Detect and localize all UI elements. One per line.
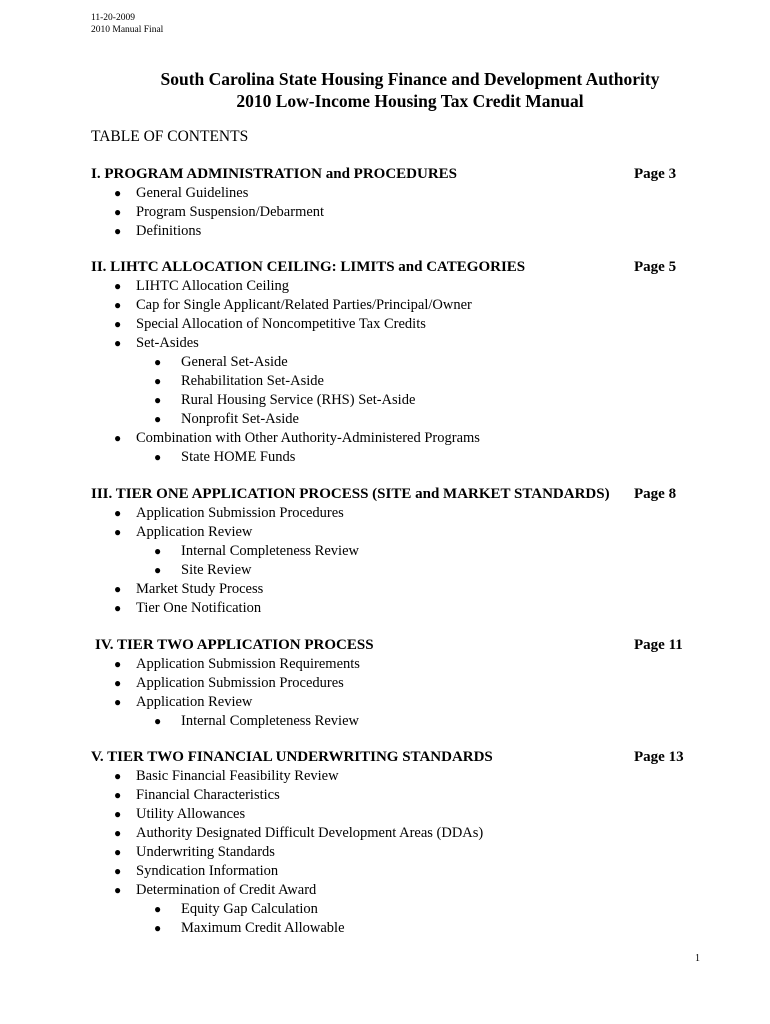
toc-list-item (91, 184, 691, 203)
toc-item-label: Financial Characteristics (136, 787, 280, 803)
toc-item-label: Internal Completeness Review (181, 713, 359, 729)
bullet-icon: ● (154, 563, 162, 577)
toc-list-subitem (91, 353, 691, 372)
bullet-icon: ● (114, 695, 122, 709)
toc-item-label: Application Review (136, 524, 253, 540)
toc-item-label: Application Submission Procedures (136, 675, 344, 691)
toc-item-label: Application Review (136, 694, 253, 710)
toc-list-item (91, 315, 691, 334)
toc-heading: TABLE OF CONTENTS (91, 128, 249, 145)
bullet-icon: ● (114, 205, 122, 219)
toc-item-label: Determination of Credit Award (136, 882, 317, 898)
bullet-icon: ● (114, 864, 122, 878)
bullet-icon: ● (114, 676, 122, 690)
toc-item-label: Set-Asides (136, 335, 199, 351)
toc-list-item (91, 693, 691, 712)
toc-item-label: Equity Gap Calculation (181, 901, 318, 917)
toc-item-list (91, 277, 691, 467)
bullet-icon: ● (154, 412, 162, 426)
document-title-line-1: South Carolina State Housing Finance and Development Authority (160, 69, 660, 89)
toc-list-subitem (91, 561, 691, 580)
toc-item-list (91, 767, 691, 938)
bullet-icon: ● (114, 279, 122, 293)
toc-list-subitem (91, 391, 691, 410)
bullet-icon: ● (114, 582, 122, 596)
toc-item-label: Rural Housing Service (RHS) Set-Aside (181, 392, 416, 408)
toc-item-list (91, 184, 691, 241)
header-date: 11-20-2009 (91, 13, 135, 23)
toc-list-item (91, 881, 691, 900)
bullet-icon: ● (114, 506, 122, 520)
bullet-icon: ● (154, 355, 162, 369)
toc-section-header (91, 485, 691, 504)
toc-section-page: Page 11 (634, 637, 683, 653)
toc-section-page: Page 3 (634, 166, 677, 182)
toc-item-label: Basic Financial Feasibility Review (136, 768, 339, 784)
bullet-icon: ● (154, 714, 162, 728)
bullet-icon: ● (114, 601, 122, 615)
bullet-icon: ● (114, 186, 122, 200)
toc-section-header (91, 636, 691, 655)
bullet-icon: ● (154, 902, 162, 916)
toc-list-subitem (91, 542, 691, 561)
bullet-icon: ● (154, 921, 162, 935)
bullet-icon: ● (114, 317, 122, 331)
toc-item-label: State HOME Funds (181, 449, 296, 465)
toc-item-label: Internal Completeness Review (181, 543, 359, 559)
bullet-icon: ● (114, 883, 122, 897)
bullet-icon: ● (114, 431, 122, 445)
toc-section-4 (91, 636, 691, 731)
toc-item-label: Authority Designated Difficult Development Areas (DDAs) (136, 825, 484, 841)
bullet-icon: ● (114, 224, 122, 238)
toc-list-item (91, 805, 691, 824)
toc-list-item (91, 296, 691, 315)
toc-item-label: LIHTC Allocation Ceiling (136, 278, 290, 294)
toc-list-subitem (91, 410, 691, 429)
toc-list-subitem (91, 372, 691, 391)
toc-list-item (91, 767, 691, 786)
toc-item-list (91, 504, 691, 618)
toc-section-header (91, 165, 691, 184)
toc-item-label: Site Review (181, 562, 252, 578)
bullet-icon: ● (154, 393, 162, 407)
toc-section-1 (91, 165, 691, 241)
toc-list-item (91, 429, 691, 448)
toc-list-subitem (91, 712, 691, 731)
document-title (60, 68, 760, 112)
toc-item-label: Special Allocation of Noncompetitive Tax Credits (136, 316, 426, 332)
toc-list-item (91, 222, 691, 241)
toc-item-label: Cap for Single Applicant/Related Parties/Principal/Owner (136, 297, 472, 313)
toc-section-page: Page 13 (634, 749, 684, 765)
toc-item-label: Definitions (136, 223, 202, 239)
toc-list-subitem (91, 900, 691, 919)
toc-section-page: Page 5 (634, 259, 677, 275)
bullet-icon: ● (114, 657, 122, 671)
toc-section-header (91, 258, 691, 277)
toc-item-label: Underwriting Standards (136, 844, 275, 860)
toc-item-label: Tier One Notification (136, 600, 262, 616)
toc-list-item (91, 843, 691, 862)
toc-list-item (91, 523, 691, 542)
toc-list-subitem (91, 448, 691, 467)
toc-section-title: II. LIHTC ALLOCATION CEILING: LIMITS and CATEGORIES (91, 259, 526, 275)
toc-list-item (91, 674, 691, 693)
toc-list-item (91, 580, 691, 599)
toc-section-page: Page 8 (634, 486, 677, 502)
bullet-icon: ● (114, 769, 122, 783)
toc-list-item (91, 504, 691, 523)
toc-item-label: Market Study Process (136, 581, 264, 597)
toc-item-label: General Set-Aside (181, 354, 288, 370)
toc-list-item (91, 599, 691, 618)
toc-list-item (91, 824, 691, 843)
bullet-icon: ● (114, 336, 122, 350)
page-number: 1 (695, 953, 700, 964)
toc-section-title: V. TIER TWO FINANCIAL UNDERWRITING STANDARDS (91, 749, 493, 765)
bullet-icon: ● (114, 826, 122, 840)
toc-item-label: Program Suspension/Debarment (136, 204, 325, 220)
toc-section-title: I. PROGRAM ADMINISTRATION and PROCEDURES (91, 166, 458, 182)
toc-section-2 (91, 258, 691, 467)
toc-list-item (91, 786, 691, 805)
toc-item-label: Nonprofit Set-Aside (181, 411, 299, 427)
bullet-icon: ● (114, 807, 122, 821)
toc-item-label: Combination with Other Authority-Administered Programs (136, 430, 480, 446)
document-header-meta (91, 12, 163, 36)
toc-item-label: Maximum Credit Allowable (181, 920, 345, 936)
toc-item-label: General Guidelines (136, 185, 249, 201)
bullet-icon: ● (114, 788, 122, 802)
toc-section-5 (91, 748, 691, 938)
toc-list-item (91, 203, 691, 222)
toc-item-label: Syndication Information (136, 863, 279, 879)
bullet-icon: ● (114, 298, 122, 312)
toc-item-label: Rehabilitation Set-Aside (181, 373, 324, 389)
toc-item-label: Application Submission Requirements (136, 656, 360, 672)
toc-item-label: Utility Allowances (136, 806, 246, 822)
toc-list-item (91, 655, 691, 674)
toc-section-3 (91, 485, 691, 618)
toc-list-item (91, 862, 691, 881)
document-title-line-2: 2010 Low-Income Housing Tax Credit Manual (236, 91, 584, 111)
toc-section-title: III. TIER ONE APPLICATION PROCESS (SITE and MARKET STANDARDS) (91, 486, 610, 502)
toc-list-subitem (91, 919, 691, 938)
toc-section-header (91, 748, 691, 767)
toc-item-list (91, 655, 691, 731)
toc-list-item (91, 277, 691, 296)
toc-section-title: IV. TIER TWO APPLICATION PROCESS (95, 637, 374, 653)
toc-item-label: Application Submission Procedures (136, 505, 344, 521)
bullet-icon: ● (154, 450, 162, 464)
bullet-icon: ● (114, 845, 122, 859)
bullet-icon: ● (154, 374, 162, 388)
bullet-icon: ● (154, 544, 162, 558)
toc-list-item (91, 334, 691, 353)
bullet-icon: ● (114, 525, 122, 539)
header-version: 2010 Manual Final (91, 25, 164, 35)
